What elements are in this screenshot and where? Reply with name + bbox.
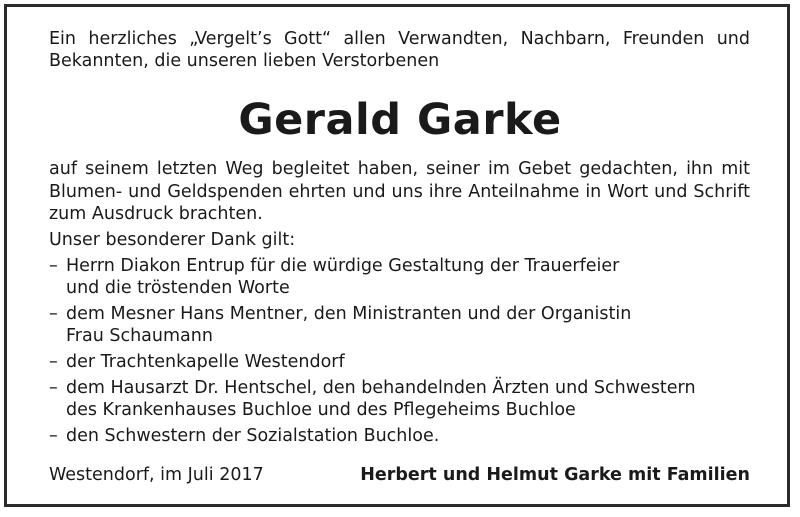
list-item-line-2: und die tröstenden Worte (66, 278, 290, 298)
list-item-line-2: Frau Schaumann (66, 326, 213, 346)
list-item (49, 255, 749, 299)
dash-bullet: – (49, 304, 58, 324)
list-item-line-2: des Krankenhauses Buchloe und des Pflegeheims Buchloe (66, 400, 576, 420)
dash-bullet: – (49, 378, 58, 398)
dash-bullet: – (49, 256, 58, 276)
thanks-line-2: Blumen- und Geldspenden ehrten und uns ihre Anteilnahme in Wort und Schrift (49, 181, 750, 202)
list-item-line-1: dem Mesner Hans Mentner, den Ministranten und der Organistin (66, 304, 632, 324)
thanks-line-3: zum Ausdruck brachten. (49, 204, 263, 224)
thanks-text (49, 158, 750, 226)
deceased-name: Gerald Garke (238, 95, 562, 145)
thanks-line-1: auf seinem letzten Weg begleitet haben, seiner im Gebet gedachten, ihn mit (49, 159, 750, 179)
place-date: Westendorf, im Juli 2017 (49, 465, 264, 485)
dash-bullet: – (49, 352, 58, 372)
list-item (49, 303, 749, 347)
dash-bullet: – (49, 426, 58, 446)
intro-line-2: Bekannten, die unseren lieben Verstorbenen (49, 51, 440, 71)
list-item-line-1: den Schwestern der Sozialstation Buchloe. (66, 426, 440, 446)
intro-text (49, 28, 750, 72)
list-item (49, 351, 749, 373)
thanks-list (49, 255, 749, 451)
list-item (49, 377, 749, 421)
signature: Herbert und Helmut Garke mit Familien (360, 465, 750, 485)
list-item (49, 425, 749, 447)
list-item-line-1: dem Hausarzt Dr. Hentschel, den behandelnden Ärzten und Schwestern (66, 378, 696, 398)
special-thanks-heading: Unser besonderer Dank gilt: (49, 230, 296, 250)
list-item-line-1: Herrn Diakon Entrup für die würdige Gestaltung der Trauerfeier (66, 256, 620, 276)
intro-line-1: Ein herzliches „Vergelt’s Gott“ allen Verwandten, Nachbarn, Freunden und (49, 29, 750, 49)
list-item-line-1: der Trachtenkapelle Westendorf (66, 352, 345, 372)
